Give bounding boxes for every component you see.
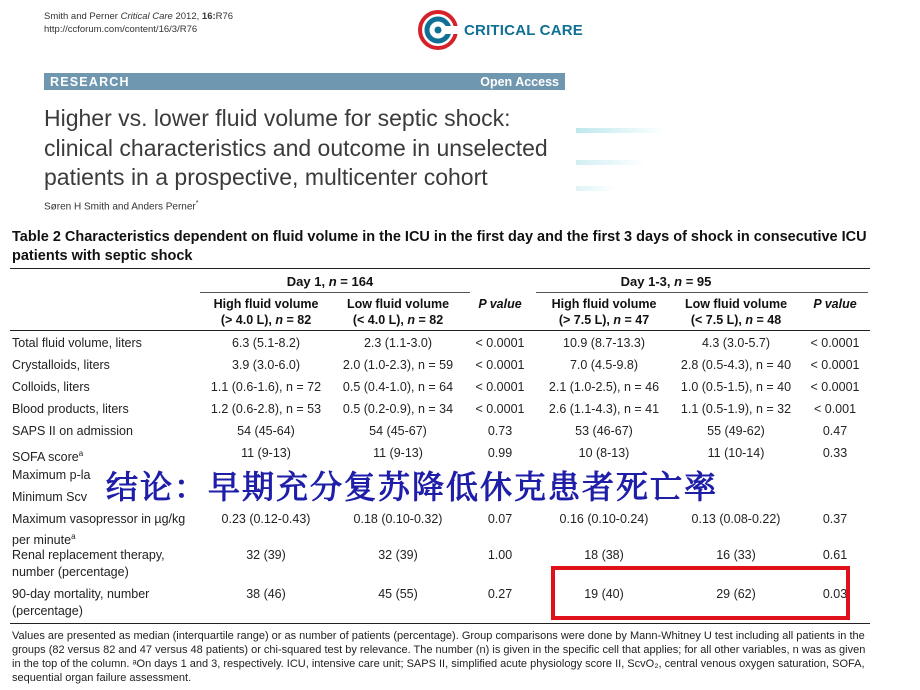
column-header-low-day1 bbox=[328, 296, 468, 328]
column-header-range: (< 4.0 L), bbox=[352, 313, 408, 327]
cell: 2.3 (1.1-3.0) bbox=[363, 336, 433, 350]
cell: 0.5 (0.2-0.9), n = 34 bbox=[342, 402, 454, 416]
table-row bbox=[0, 423, 920, 443]
cell: 0.23 (0.12-0.43) bbox=[221, 512, 311, 526]
column-header-line2 bbox=[666, 312, 806, 328]
column-header-range: (> 4.0 L), bbox=[220, 313, 276, 327]
column-header-line2 bbox=[534, 312, 674, 328]
column-header-line1: Low fluid volume bbox=[346, 297, 450, 311]
table-header-rule bbox=[10, 330, 870, 331]
group-header-day1-3-n: = 95 bbox=[685, 274, 712, 289]
cell: 0.18 (0.10-0.32) bbox=[353, 512, 443, 526]
column-header-line1: High fluid volume bbox=[213, 297, 319, 311]
citation-volume: 16: bbox=[201, 11, 216, 22]
cell: 0.13 (0.08-0.22) bbox=[691, 512, 781, 526]
citation-year: 2012, bbox=[175, 11, 200, 22]
cell: 45 (55) bbox=[378, 587, 418, 601]
row-label-text: (percentage) bbox=[12, 604, 83, 618]
cell: 54 (45-64) bbox=[237, 424, 295, 438]
row-label-text: 90-day mortality, number bbox=[12, 587, 150, 601]
cell: 0.73 bbox=[487, 424, 513, 438]
cell: 11 (10-14) bbox=[707, 446, 765, 460]
cell: 32 (39) bbox=[246, 548, 286, 562]
cell: 18 (38) bbox=[584, 548, 624, 562]
row-label: Blood products, liters bbox=[12, 402, 129, 416]
table-top-rule bbox=[10, 268, 870, 269]
row-label bbox=[12, 445, 83, 466]
paper-title-line-3: patients in a prospective, multicenter cohort bbox=[44, 164, 488, 190]
column-header-n: = 48 bbox=[756, 313, 782, 327]
group-header-day1 bbox=[200, 274, 460, 289]
cell: 2.0 (1.0-2.3), n = 59 bbox=[342, 358, 454, 372]
table-row bbox=[0, 335, 920, 355]
cell: 32 (39) bbox=[378, 548, 418, 562]
cell: 0.47 bbox=[822, 424, 848, 438]
cell: < 0.0001 bbox=[810, 336, 860, 350]
cell: < 0.0001 bbox=[475, 336, 525, 350]
table-row bbox=[0, 511, 920, 547]
row-label: Crystalloids, liters bbox=[12, 358, 110, 372]
cell: 16 (33) bbox=[716, 548, 756, 562]
group-header-day1-n: = 164 bbox=[340, 274, 374, 289]
cell: 0.37 bbox=[822, 512, 848, 526]
column-header-range: (> 7.5 L), bbox=[558, 313, 614, 327]
cell: 0.03 bbox=[822, 587, 848, 601]
cell: 2.8 (0.5-4.3), n = 40 bbox=[680, 358, 792, 372]
cell: 6.3 (5.1-8.2) bbox=[231, 336, 301, 350]
cell: 0.16 (0.10-0.24) bbox=[559, 512, 649, 526]
cell: 10 (8-13) bbox=[578, 446, 630, 460]
cell: 11 (9-13) bbox=[241, 446, 291, 460]
footnote-mark: a bbox=[78, 449, 84, 458]
cell: 11 (9-13) bbox=[373, 446, 423, 460]
row-label-text: SOFA score bbox=[12, 450, 79, 465]
paper-title-line-1: Higher vs. lower fluid volume for septic shock: bbox=[44, 105, 511, 131]
column-header-n: = 82 bbox=[418, 313, 444, 327]
cell: < 0.0001 bbox=[475, 402, 525, 416]
n-symbol: n bbox=[275, 313, 283, 327]
authors-names: Søren H Smith and Anders Perner bbox=[44, 201, 196, 213]
table-row bbox=[0, 379, 920, 399]
column-header-n: = 47 bbox=[624, 313, 650, 327]
row-label: Minimum Scv bbox=[12, 490, 88, 504]
group-header-day1-3-label: Day 1-3, bbox=[620, 274, 675, 289]
table-footnote: Values are presented as median (interquartile range) or as number of patients (percentage). Group comparisons were done by Mann-Whitney U test including all patients in the groups (82 versus 82 and 47 versus 48 patients) or chi-squared test by relevance. The number (n) is given in the specific cell that applies; for all other variables, n was as given in the top of the column. ᵃOn days 1 and 3, respectively. ICU, intensive care unit; SAPS II, simplified acute physiology score II, ScvO₂, central venous oxygen saturation, SOFA, sequential organ failure assessment. bbox=[12, 630, 866, 684]
table-row bbox=[0, 401, 920, 421]
cell: 0.61 bbox=[822, 548, 848, 562]
column-header-n: = 82 bbox=[286, 313, 312, 327]
cell: 1.00 bbox=[487, 548, 513, 562]
n-symbol: n bbox=[613, 313, 621, 327]
cell: 1.1 (0.6-1.6), n = 72 bbox=[210, 380, 322, 394]
cell: < 0.0001 bbox=[475, 380, 525, 394]
cell: 10.9 (8.7-13.3) bbox=[563, 336, 645, 350]
n-symbol: n bbox=[674, 274, 683, 289]
row-label: Total fluid volume, liters bbox=[12, 336, 142, 350]
cell: 3.9 (3.0-6.0) bbox=[231, 358, 301, 372]
conclusion-overlay: 结论：早期充分复苏降低休克患者死亡率 bbox=[106, 468, 719, 506]
paper-title-line-2: clinical characteristics and outcome in unselected bbox=[44, 134, 548, 161]
section-label: RESEARCH bbox=[50, 74, 130, 89]
row-label-text: Renal replacement therapy, bbox=[12, 548, 165, 562]
n-symbol: n bbox=[745, 313, 753, 327]
cell: 1.0 (0.5-1.5), n = 40 bbox=[680, 380, 792, 394]
citation-url[interactable]: http://ccforum.com/content/16/3/R76 bbox=[44, 24, 198, 35]
column-header-pvalue-day1-3 bbox=[800, 296, 870, 312]
row-label bbox=[12, 547, 165, 581]
corresponding-author-mark: * bbox=[195, 200, 199, 207]
cell: 53 (46-67) bbox=[575, 424, 633, 438]
footnote-mark: a bbox=[71, 532, 76, 541]
cell: < 0.0001 bbox=[475, 358, 525, 372]
column-header-line1: P value bbox=[813, 297, 857, 311]
n-symbol: n bbox=[328, 274, 337, 289]
column-header-line1: High fluid volume bbox=[551, 297, 657, 311]
column-header-line2 bbox=[196, 312, 336, 328]
cell: 0.99 bbox=[487, 446, 513, 460]
citation-journal: Critical Care bbox=[120, 11, 173, 22]
cell: 7.0 (4.5-9.8) bbox=[569, 358, 639, 372]
citation-authors: Smith and Perner bbox=[44, 11, 118, 22]
logo-text: CRITICAL CARE bbox=[464, 21, 583, 39]
column-header-line2 bbox=[328, 312, 468, 328]
row-label bbox=[12, 586, 149, 620]
n-symbol: n bbox=[407, 313, 415, 327]
cell: 2.6 (1.1-4.3), n = 41 bbox=[548, 402, 660, 416]
column-header-range: (< 7.5 L), bbox=[690, 313, 746, 327]
citation-article: R76 bbox=[215, 11, 234, 22]
column-header-line1: P value bbox=[478, 297, 522, 311]
cell: 0.33 bbox=[822, 446, 848, 460]
row-label bbox=[12, 511, 185, 549]
cell: 54 (45-67) bbox=[369, 424, 427, 438]
row-label: SAPS II on admission bbox=[12, 424, 133, 438]
row-label: Colloids, liters bbox=[12, 380, 90, 394]
column-header-high-day1 bbox=[196, 296, 336, 328]
row-label-text: Maximum vasopressor in µg/kg bbox=[12, 512, 186, 526]
cell: 55 (49-62) bbox=[707, 424, 765, 438]
cell: 0.5 (0.4-1.0), n = 64 bbox=[342, 380, 454, 394]
cell: 19 (40) bbox=[584, 587, 624, 601]
table-row bbox=[0, 445, 920, 465]
table-row bbox=[0, 357, 920, 377]
cell: 29 (62) bbox=[716, 587, 756, 601]
mortality-highlight-box bbox=[551, 566, 850, 620]
row-label-text: number (percentage) bbox=[12, 565, 129, 579]
cell: 4.3 (3.0-5.7) bbox=[701, 336, 771, 350]
column-header-high-day1-3 bbox=[534, 296, 674, 328]
column-header-pvalue-day1 bbox=[460, 296, 540, 312]
cell: 1.1 (0.5-1.9), n = 32 bbox=[680, 402, 792, 416]
group-underline-day1-3 bbox=[536, 292, 868, 293]
cell: 0.07 bbox=[487, 512, 513, 526]
group-header-day1-label: Day 1, bbox=[286, 274, 329, 289]
group-underline-day1 bbox=[200, 292, 470, 293]
cell: 1.2 (0.6-2.8), n = 53 bbox=[210, 402, 322, 416]
column-header-line1: Low fluid volume bbox=[684, 297, 788, 311]
table-caption: Table 2 Characteristics dependent on fluid volume in the ICU in the first day and the first 3 days of shock in consecutive ICU patients with septic shock bbox=[12, 229, 867, 264]
cell: < 0.0001 bbox=[810, 358, 860, 372]
cell: 2.1 (1.0-2.5), n = 46 bbox=[548, 380, 660, 394]
open-access-label[interactable]: Open Access bbox=[480, 74, 559, 89]
cell: < 0.0001 bbox=[810, 380, 860, 394]
cell: 38 (46) bbox=[246, 587, 286, 601]
cell: 0.27 bbox=[487, 587, 513, 601]
group-header-day1-3 bbox=[536, 274, 796, 289]
cell: < 0.001 bbox=[813, 402, 857, 416]
row-label: Maximum p-la bbox=[12, 468, 91, 482]
row-label-text: per minute bbox=[12, 533, 72, 548]
table-bottom-rule bbox=[10, 623, 870, 624]
column-header-low-day1-3 bbox=[666, 296, 806, 328]
